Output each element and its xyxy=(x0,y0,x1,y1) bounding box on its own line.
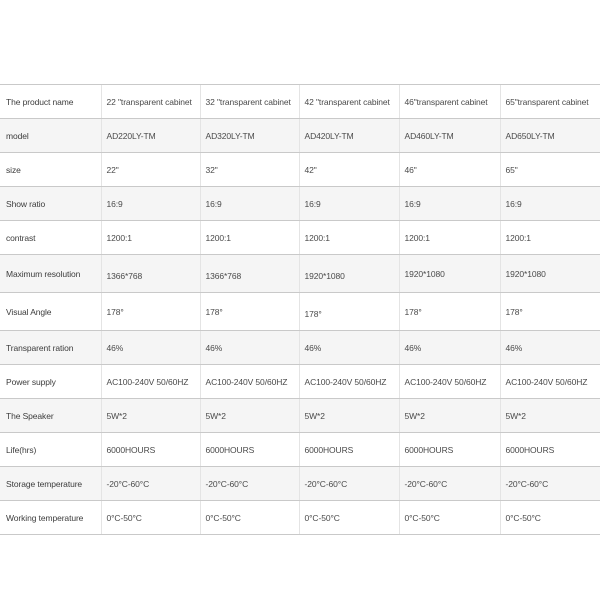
table-cell: 6000HOURS xyxy=(500,433,600,467)
table-cell: 178° xyxy=(299,293,399,331)
row-label: size xyxy=(0,153,101,187)
table-cell: 46% xyxy=(299,331,399,365)
table-cell: 6000HOURS xyxy=(101,433,200,467)
table-cell: AD650LY-TM xyxy=(500,119,600,153)
table-cell: AD460LY-TM xyxy=(399,119,500,153)
row-label: The product name xyxy=(0,85,101,119)
table-cell: 65"transparent cabinet xyxy=(500,85,600,119)
table-row-life xyxy=(0,433,600,467)
table-cell: 1366*768 xyxy=(200,255,299,293)
table-row-working-temperature xyxy=(0,501,600,535)
table-cell: 5W*2 xyxy=(200,399,299,433)
table-cell: 32" xyxy=(200,153,299,187)
table-cell: 0°C-50°C xyxy=(200,501,299,535)
table-cell: 5W*2 xyxy=(399,399,500,433)
table-cell: 46"transparent cabinet xyxy=(399,85,500,119)
table-cell: 1200:1 xyxy=(200,221,299,255)
table-cell: -20°C-60°C xyxy=(200,467,299,501)
row-label: Working temperature xyxy=(0,501,101,535)
table-cell: 42" xyxy=(299,153,399,187)
table-cell: AC100-240V 50/60HZ xyxy=(500,365,600,399)
table-row-storage-temperature xyxy=(0,467,600,501)
table-cell: 1200:1 xyxy=(500,221,600,255)
table-row-size xyxy=(0,153,600,187)
table-cell: 178° xyxy=(500,293,600,331)
table-cell: 46" xyxy=(399,153,500,187)
table-cell: 1920*1080 xyxy=(399,255,500,293)
table-cell: AC100-240V 50/60HZ xyxy=(399,365,500,399)
table-cell: -20°C-60°C xyxy=(399,467,500,501)
row-label: contrast xyxy=(0,221,101,255)
row-label: Maximum resolution xyxy=(0,255,101,293)
table-cell: 1366*768 xyxy=(101,255,200,293)
table-row-product-name xyxy=(0,85,600,119)
spec-table xyxy=(0,84,600,535)
table-cell: 16:9 xyxy=(101,187,200,221)
table-cell: 46% xyxy=(101,331,200,365)
table-cell: 16:9 xyxy=(500,187,600,221)
table-cell: 0°C-50°C xyxy=(101,501,200,535)
row-label: The Speaker xyxy=(0,399,101,433)
row-label: Transparent ration xyxy=(0,331,101,365)
row-label: Storage temperature xyxy=(0,467,101,501)
table-row-speaker xyxy=(0,399,600,433)
table-cell: 46% xyxy=(399,331,500,365)
table-cell: 6000HOURS xyxy=(399,433,500,467)
table-cell: AC100-240V 50/60HZ xyxy=(101,365,200,399)
table-cell: 1920*1080 xyxy=(500,255,600,293)
table-cell: 6000HOURS xyxy=(299,433,399,467)
table-cell: 65" xyxy=(500,153,600,187)
row-label: Power supply xyxy=(0,365,101,399)
table-row-contrast xyxy=(0,221,600,255)
table-row-power-supply xyxy=(0,365,600,399)
table-cell: 22 "transparent cabinet xyxy=(101,85,200,119)
table-cell: 178° xyxy=(200,293,299,331)
table-cell: -20°C-60°C xyxy=(299,467,399,501)
table-cell: 5W*2 xyxy=(101,399,200,433)
table-cell: AD220LY-TM xyxy=(101,119,200,153)
table-cell: 0°C-50°C xyxy=(500,501,600,535)
table-cell: 16:9 xyxy=(299,187,399,221)
table-cell: 16:9 xyxy=(200,187,299,221)
table-cell: AC100-240V 50/60HZ xyxy=(200,365,299,399)
table-row-visual-angle xyxy=(0,293,600,331)
table-row-transparent-ration xyxy=(0,331,600,365)
row-label: Life(hrs) xyxy=(0,433,101,467)
table-cell: 42 "transparent cabinet xyxy=(299,85,399,119)
table-cell: 1200:1 xyxy=(299,221,399,255)
spec-table-body xyxy=(0,85,600,535)
table-cell: 0°C-50°C xyxy=(399,501,500,535)
table-row-show-ratio xyxy=(0,187,600,221)
row-label: Show ratio xyxy=(0,187,101,221)
table-cell: 32 "transparent cabinet xyxy=(200,85,299,119)
table-row-model xyxy=(0,119,600,153)
table-cell: AD320LY-TM xyxy=(200,119,299,153)
row-label: model xyxy=(0,119,101,153)
table-cell: 22" xyxy=(101,153,200,187)
table-cell: AD420LY-TM xyxy=(299,119,399,153)
table-cell: 1200:1 xyxy=(399,221,500,255)
table-cell: 1920*1080 xyxy=(299,255,399,293)
table-cell: 46% xyxy=(200,331,299,365)
table-cell: 5W*2 xyxy=(500,399,600,433)
table-cell: -20°C-60°C xyxy=(500,467,600,501)
table-cell: 5W*2 xyxy=(299,399,399,433)
table-cell: 1200:1 xyxy=(101,221,200,255)
table-cell: 178° xyxy=(101,293,200,331)
table-cell: AC100-240V 50/60HZ xyxy=(299,365,399,399)
table-cell: 0°C-50°C xyxy=(299,501,399,535)
table-cell: 6000HOURS xyxy=(200,433,299,467)
table-cell: 46% xyxy=(500,331,600,365)
table-cell: -20°C-60°C xyxy=(101,467,200,501)
table-cell: 16:9 xyxy=(399,187,500,221)
table-row-max-resolution xyxy=(0,255,600,293)
table-cell: 178° xyxy=(399,293,500,331)
row-label: Visual Angle xyxy=(0,293,101,331)
